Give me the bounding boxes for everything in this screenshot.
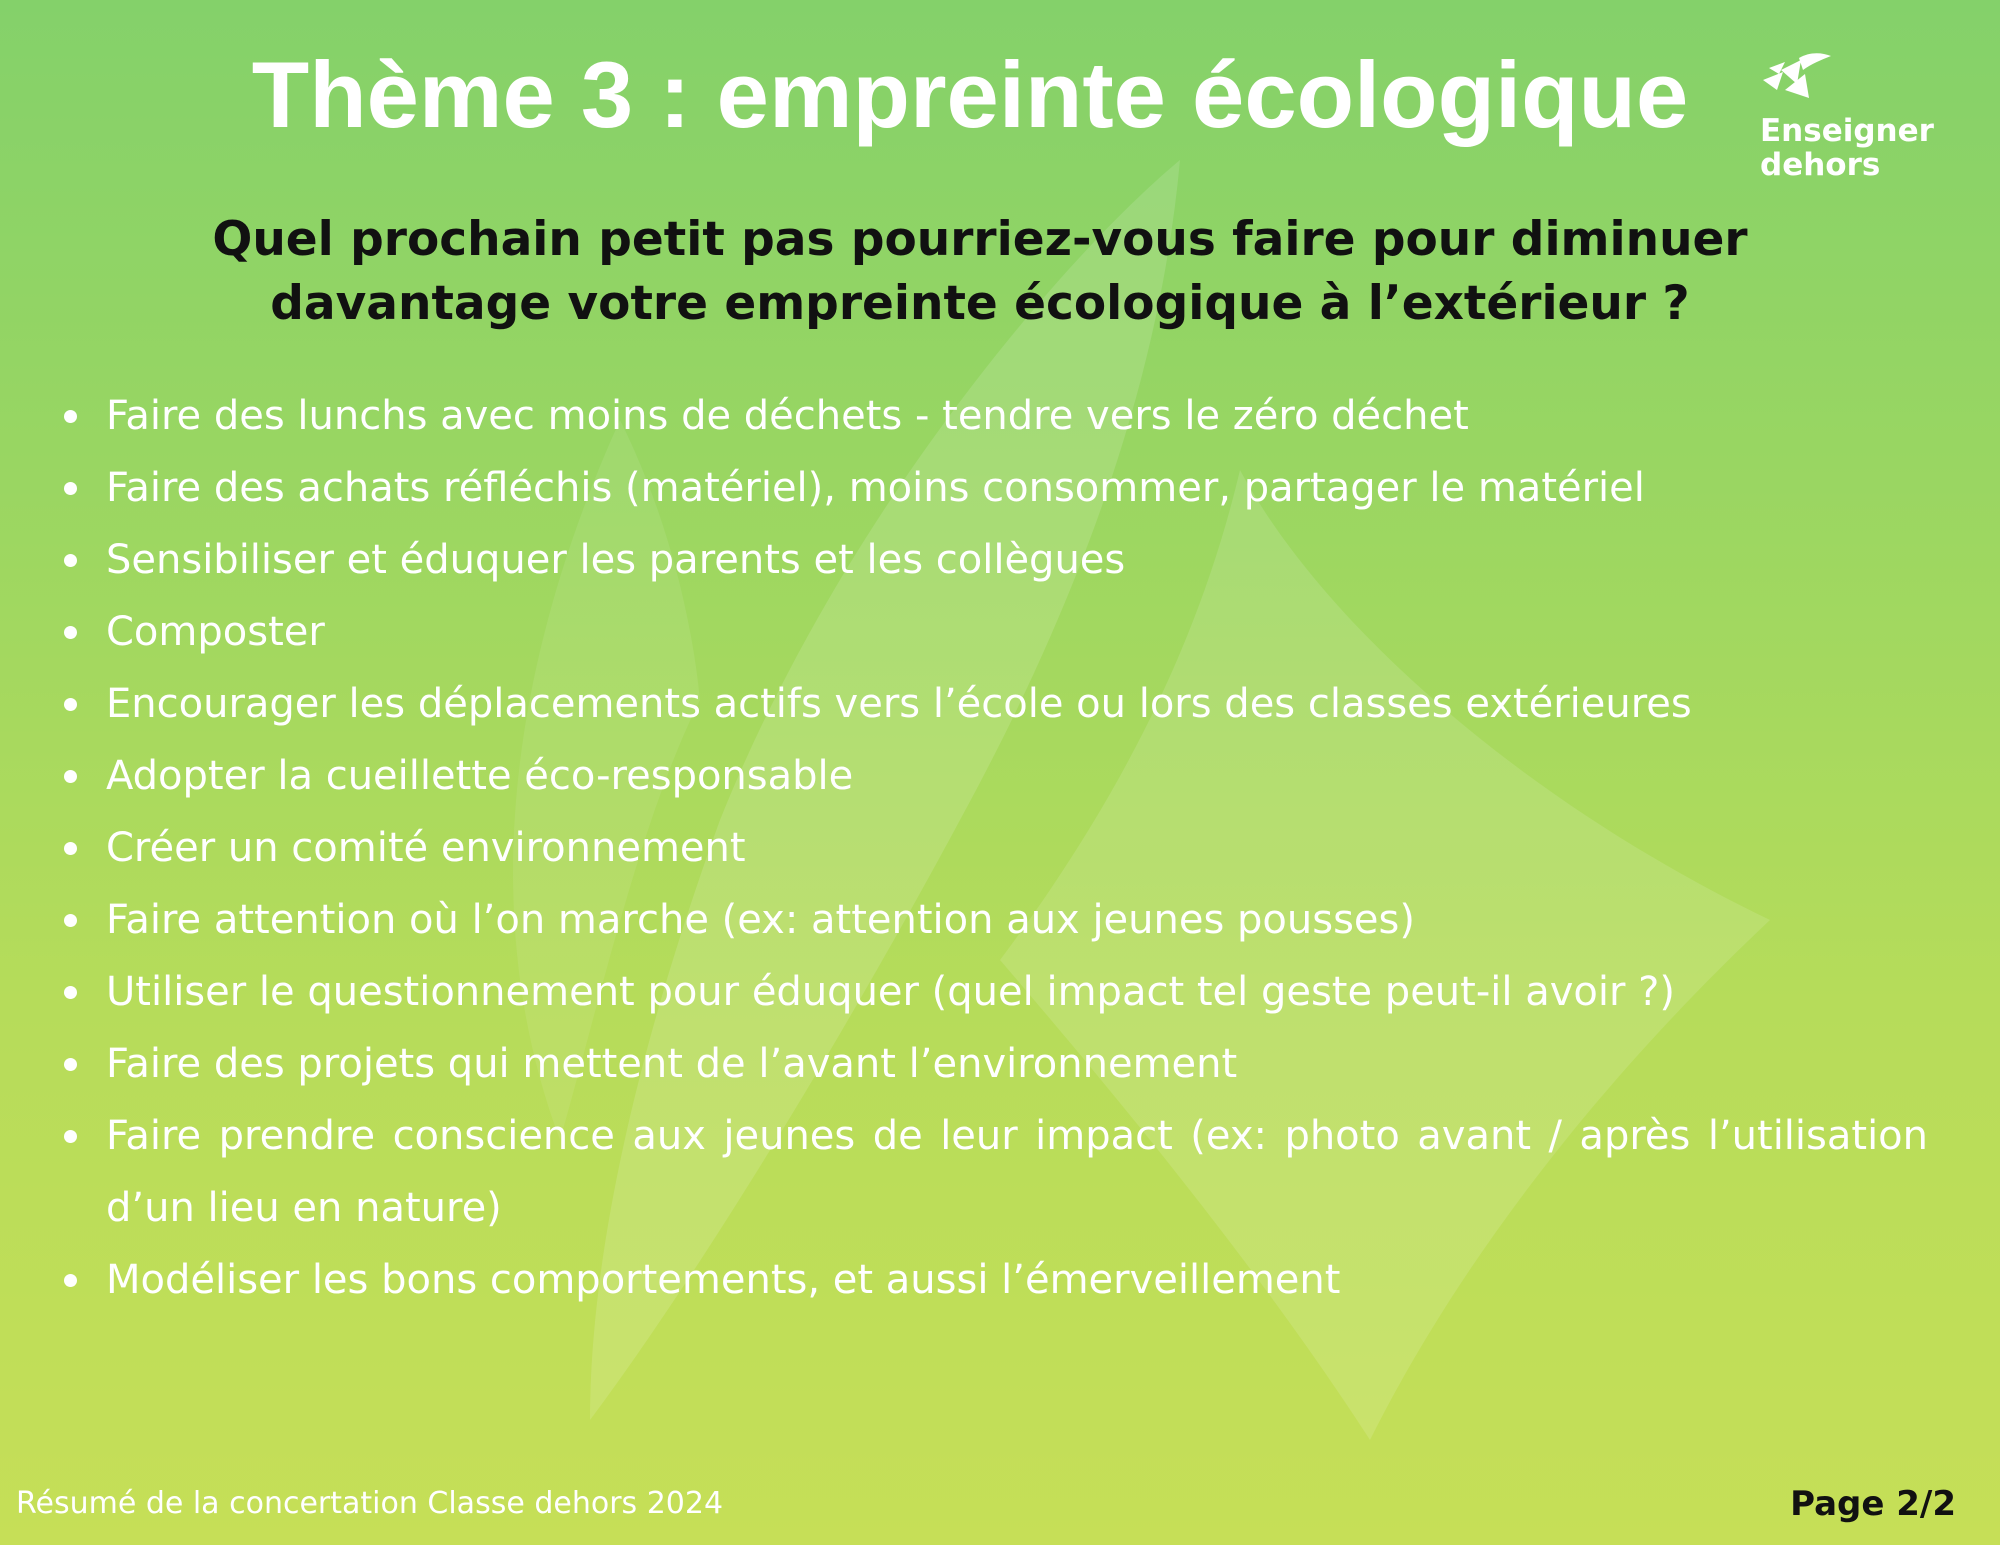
question-line-1: Quel prochain petit pas pourriez-vous faire pour diminuer (212, 212, 1748, 267)
list-item: Faire des achats réfléchis (matériel), moins consommer, partager le matériel (106, 452, 1928, 524)
list-item: Encourager les déplacements actifs vers l’école ou lors des classes extérieures (106, 668, 1928, 740)
brand-name-line2: dehors (1760, 147, 1881, 183)
list-item: Faire des lunchs avec moins de déchets - tendre vers le zéro déchet (106, 380, 1928, 452)
answer-list (106, 380, 1928, 1316)
question-line-2: davantage votre empreinte écologique à l’extérieur ? (270, 276, 1690, 331)
brand-name-line1: Enseigner (1760, 113, 1934, 149)
list-item: Adopter la cueillette éco-responsable (106, 740, 1928, 812)
leaf-bird-icon (1755, 50, 1835, 110)
brand-name (1760, 114, 1934, 182)
list-item: Faire des projets qui mettent de l’avant l’environnement (106, 1028, 1928, 1100)
list-item: Modéliser les bons comportements, et aussi l’émerveillement (106, 1244, 1928, 1316)
page-number: Page 2/2 (1790, 1484, 1956, 1524)
list-item: Utiliser le questionnement pour éduquer (quel impact tel geste peut-il avoir ?) (106, 956, 1928, 1028)
list-item: Créer un comité environnement (106, 812, 1928, 884)
page-title: Thème 3 : empreinte écologique (251, 42, 1689, 147)
list-item: Sensibiliser et éduquer les parents et les collègues (106, 524, 1928, 596)
brand-logo (1755, 50, 1955, 190)
list-item: Faire prendre conscience aux jeunes de leur impact (ex: photo avant / après l’utilisation d’un lieu en nature) (106, 1100, 1928, 1244)
list-item: Faire attention où l’on marche (ex: attention aux jeunes pousses) (106, 884, 1928, 956)
footer-source: Résumé de la concertation Classe dehors 2024 (16, 1486, 724, 1521)
list-item: Composter (106, 596, 1928, 668)
question-heading (60, 208, 1900, 336)
